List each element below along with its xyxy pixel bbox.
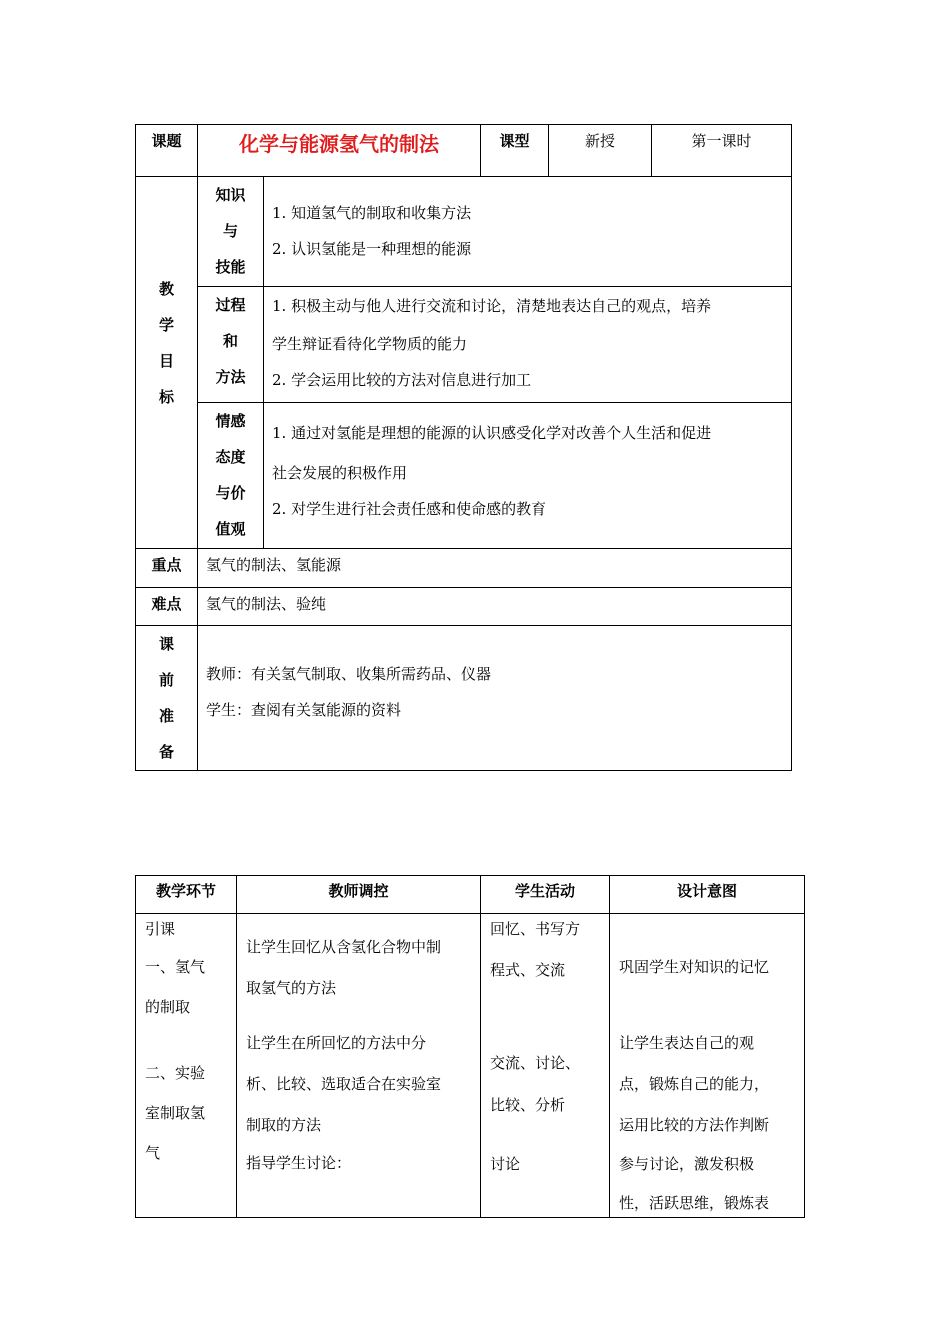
knowledge-content: 1. 知道氢气的制取和收集方法 2. 认识氢能是一种理想的能源	[264, 177, 792, 287]
difficulty-value: 氢气的制法、验纯	[198, 588, 792, 626]
header-stage: 教学环节	[136, 876, 237, 914]
topic-title: 化学与能源氢气的制法	[198, 125, 481, 177]
teaching-process-table	[135, 875, 805, 1218]
objectives-label: 教 学 目 标	[136, 177, 198, 549]
difficulty-label: 难点	[136, 588, 198, 626]
type-label: 课型	[481, 125, 549, 177]
topic-label: 课题	[136, 125, 198, 177]
header-teacher: 教师调控	[237, 876, 481, 914]
emotion-label: 情感 态度 与价 值观	[198, 403, 264, 549]
process-content: 1. 积极主动与他人进行交流和讨论，清楚地表达自己的观点，培养 学生辩证看待化学物质的能力 2. 学会运用比较的方法对信息进行加工	[264, 287, 792, 403]
period-value: 第一课时	[652, 125, 792, 177]
prep-content: 教师：有关氢气制取、收集所需药品、仪器 学生：查阅有关氢能源的资料	[198, 626, 792, 771]
process-label: 过程 和 方法	[198, 287, 264, 403]
student-cell: 回忆、书写方 程式、交流 交流、讨论、 比较、分析 讨论	[481, 914, 610, 1218]
header-student: 学生活动	[481, 876, 610, 914]
prep-label: 课 前 准 备	[136, 626, 198, 771]
knowledge-label: 知识 与 技能	[198, 177, 264, 287]
type-value: 新授	[549, 125, 652, 177]
key-point-label: 重点	[136, 549, 198, 588]
key-point-value: 氢气的制法、氢能源	[198, 549, 792, 588]
lesson-plan-table	[135, 124, 792, 771]
header-intent: 设计意图	[610, 876, 805, 914]
intent-cell: 巩固学生对知识的记忆 让学生表达自己的观 点，锻炼自己的能力， 运用比较的方法作判断 参与讨论，激发积极 性，活跃思维，锻炼表	[610, 914, 805, 1218]
teacher-cell: 让学生回忆从含氢化合物中制 取氢气的方法 让学生在所回忆的方法中分 析、比较、选取适合在实验室 制取的方法 指导学生讨论：	[237, 914, 481, 1218]
stage-cell: 引课 一、氢气 的制取 二、实验 室制取氢 气	[136, 914, 237, 1218]
emotion-content: 1. 通过对氢能是理想的能源的认识感受化学对改善个人生活和促进 社会发展的积极作用 2. 对学生进行社会责任感和使命感的教育	[264, 403, 792, 549]
